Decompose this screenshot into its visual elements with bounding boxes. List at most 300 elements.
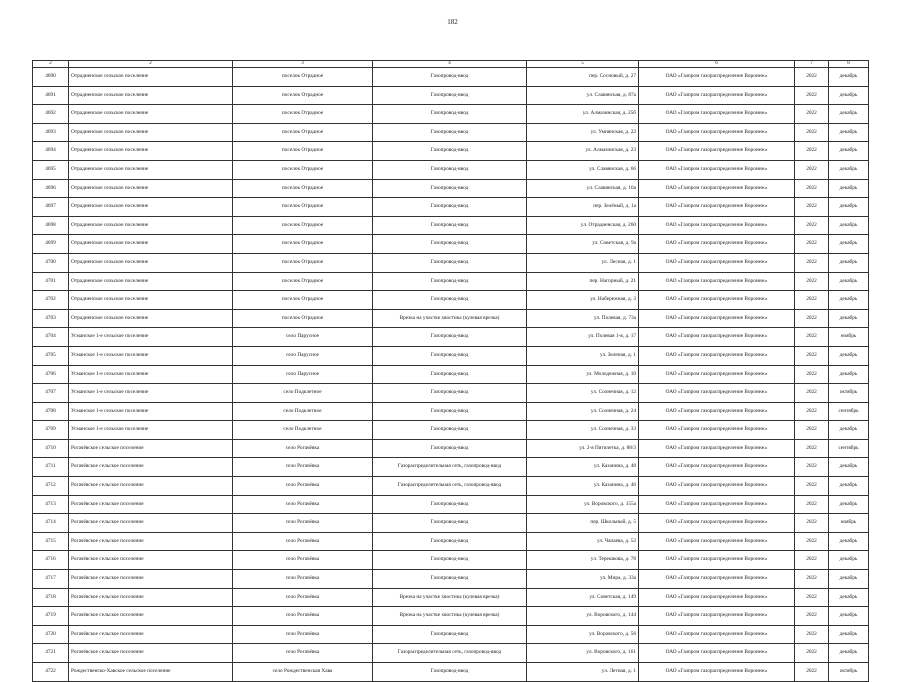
table-cell: ул. Терешкова, д. 78: [527, 551, 639, 570]
table-row: [33, 551, 869, 570]
table-cell: Газопровод-ввод: [373, 663, 527, 682]
table-cell: ОАО «Газпром газораспределение Воронеж»: [639, 123, 795, 142]
table-cell: 4711: [33, 458, 69, 477]
table-cell: ноябрь: [829, 328, 869, 347]
table-cell: Отрадненское сельское поселение: [69, 142, 233, 161]
table-cell: 4717: [33, 570, 69, 589]
table-cell: 4698: [33, 216, 69, 235]
table-cell: Газопровод-ввод: [373, 514, 527, 533]
table-cell: 4691: [33, 86, 69, 105]
table-cell: 2022: [795, 570, 829, 589]
table-cell: 2022: [795, 346, 829, 365]
table-cell: ОАО «Газпром газораспределение Воронеж»: [639, 384, 795, 403]
table-cell: ул. Воровского, д. 161: [527, 644, 639, 663]
table-cell: 2022: [795, 216, 829, 235]
table-cell: 2022: [795, 477, 829, 496]
table-cell: ОАО «Газпром газораспределение Воронеж»: [639, 477, 795, 496]
table-cell: ОАО «Газпром газораспределение Воронеж»: [639, 365, 795, 384]
table-cell: село Рогачёвка: [233, 458, 373, 477]
table-cell: декабрь: [829, 421, 869, 440]
table-cell: Рогачёвское сельское поселение: [69, 551, 233, 570]
table-cell: декабрь: [829, 532, 869, 551]
table-cell: село Рогачёвка: [233, 532, 373, 551]
table-row: [33, 421, 869, 440]
table-cell: 4699: [33, 235, 69, 254]
table-cell: ул. Советская, д. 149: [527, 588, 639, 607]
table-row: [33, 477, 869, 496]
table-cell: ул. Летная, д. 1: [527, 663, 639, 682]
table-row: [33, 142, 869, 161]
table-cell: село Рогачёвка: [233, 551, 373, 570]
table-cell: 4705: [33, 346, 69, 365]
table-cell: ул. Алмазинская, д. 25б: [527, 105, 639, 124]
table-cell: ул. Умнянская, д. 22: [527, 123, 639, 142]
table-cell: пер. Зелёный, д. 1а: [527, 198, 639, 217]
table-cell: 4722: [33, 663, 69, 682]
table-cell: Рогачёвское сельское поселение: [69, 439, 233, 458]
table-row: [33, 495, 869, 514]
table-cell: 4718: [33, 588, 69, 607]
table-cell: Газопровод-ввод: [373, 421, 527, 440]
table-cell: Отрадненское сельское поселение: [69, 216, 233, 235]
table-cell: Газопровод-ввод: [373, 439, 527, 458]
table-cell: 4708: [33, 402, 69, 421]
table-cell: Газопровод-ввод: [373, 86, 527, 105]
table-cell: поселок Отрадное: [233, 142, 373, 161]
table-row: [33, 309, 869, 328]
table-cell: ОАО «Газпром газораспределение Воронеж»: [639, 458, 795, 477]
table-cell: ул. Воровского, д. 155а: [527, 495, 639, 514]
table-cell: 4692: [33, 105, 69, 124]
table-cell: 4700: [33, 253, 69, 272]
table-cell: ОАО «Газпром газораспределение Воронеж»: [639, 514, 795, 533]
table-cell: Рогачёвское сельское поселение: [69, 644, 233, 663]
table-cell: 2022: [795, 291, 829, 310]
table-cell: Отрадненское сельское поселение: [69, 235, 233, 254]
table-row: [33, 384, 869, 403]
table-cell: декабрь: [829, 68, 869, 87]
table-cell: Газопровод-ввод: [373, 272, 527, 291]
table-cell: поселок Отрадное: [233, 198, 373, 217]
table-cell: поселок Отрадное: [233, 123, 373, 142]
table-cell: Газопровод-ввод: [373, 198, 527, 217]
table-cell: Газопровод-ввод: [373, 105, 527, 124]
table-cell: 2022: [795, 86, 829, 105]
table-cell: ул. Воровского, д. 56: [527, 625, 639, 644]
table-cell: ул. Алмазинская, д. 23: [527, 142, 639, 161]
table-cell: ул. Чапаева, д. 52: [527, 532, 639, 551]
table-cell: сентябрь: [829, 402, 869, 421]
table-cell: Газопровод-ввод: [373, 291, 527, 310]
table-cell: ул. Славянская, д. 66: [527, 160, 639, 179]
table-cell: ОАО «Газпром газораспределение Воронеж»: [639, 160, 795, 179]
table-cell: 2022: [795, 458, 829, 477]
table-cell: Врезка на участке хвостика (кулевая врезка): [373, 607, 527, 626]
table-row: [33, 644, 869, 663]
table-cell: ОАО «Газпром газораспределение Воронеж»: [639, 570, 795, 589]
table-cell: 4709: [33, 421, 69, 440]
table-cell: ул. Славянская, д. 10а: [527, 179, 639, 198]
table-cell: 4707: [33, 384, 69, 403]
table-cell: Отрадненское сельское поселение: [69, 198, 233, 217]
table-cell: Рождественско-Хавское сельское поселение: [69, 663, 233, 682]
table-cell: ул. Зеленая, д. 1: [527, 346, 639, 365]
table-cell: ОАО «Газпром газораспределение Воронеж»: [639, 198, 795, 217]
table-cell: ОАО «Газпром газораспределение Воронеж»: [639, 495, 795, 514]
table-cell: декабрь: [829, 365, 869, 384]
table-cell: поселок Отрадное: [233, 86, 373, 105]
table-cell: ОАО «Газпром газораспределение Воронеж»: [639, 105, 795, 124]
table-cell: декабрь: [829, 551, 869, 570]
table-cell: ОАО «Газпром газораспределение Воронеж»: [639, 235, 795, 254]
table-cell: 4701: [33, 272, 69, 291]
table-cell: декабрь: [829, 216, 869, 235]
table-cell: Отрадненское сельское поселение: [69, 179, 233, 198]
table-cell: 2022: [795, 179, 829, 198]
table-cell: 2022: [795, 514, 829, 533]
table-cell: декабрь: [829, 644, 869, 663]
column-header: 2: [33, 61, 69, 68]
table-cell: Газопровод-ввод: [373, 328, 527, 347]
table-cell: 2022: [795, 421, 829, 440]
table-cell: Газопровод-ввод: [373, 402, 527, 421]
table-cell: Усманское 1-е сельское поселение: [69, 421, 233, 440]
table-cell: 2022: [795, 663, 829, 682]
table-cell: декабрь: [829, 495, 869, 514]
table-cell: село Рогачёвка: [233, 477, 373, 496]
table-cell: Усманское 1-е сельское поселение: [69, 346, 233, 365]
table-header: [33, 61, 869, 68]
table-cell: 2022: [795, 160, 829, 179]
table-cell: 2022: [795, 532, 829, 551]
table-cell: 2022: [795, 253, 829, 272]
table-cell: ОАО «Газпром газораспределение Воронеж»: [639, 68, 795, 87]
document-table: [32, 60, 869, 682]
table-cell: Газопровод-ввод: [373, 235, 527, 254]
table-cell: Отрадненское сельское поселение: [69, 291, 233, 310]
table-cell: 2022: [795, 123, 829, 142]
table-cell: октябрь: [829, 663, 869, 682]
table-row: [33, 123, 869, 142]
table-cell: 2022: [795, 625, 829, 644]
table-cell: Газопровод-ввод: [373, 625, 527, 644]
table-cell: 2022: [795, 588, 829, 607]
table-cell: сентябрь: [829, 439, 869, 458]
table-row: [33, 235, 869, 254]
table-cell: ОАО «Газпром газораспределение Воронеж»: [639, 179, 795, 198]
column-header: 7: [795, 61, 829, 68]
column-header: 2: [69, 61, 233, 68]
table-cell: Усманское 1-е сельское поселение: [69, 365, 233, 384]
table-cell: поселок Отрадное: [233, 309, 373, 328]
table-cell: Рогачёвское сельское поселение: [69, 495, 233, 514]
table-cell: ОАО «Газпром газораспределение Воронеж»: [639, 402, 795, 421]
table-row: [33, 253, 869, 272]
table-cell: 4710: [33, 439, 69, 458]
table-cell: 2022: [795, 365, 829, 384]
table-cell: 4715: [33, 532, 69, 551]
table-row: [33, 179, 869, 198]
table-cell: декабрь: [829, 123, 869, 142]
table-cell: Отрадненское сельское поселение: [69, 123, 233, 142]
table-cell: 2022: [795, 495, 829, 514]
table-cell: ОАО «Газпром газораспределение Воронеж»: [639, 421, 795, 440]
table-cell: 4690: [33, 68, 69, 87]
table-cell: Газопровод-ввод: [373, 570, 527, 589]
table-cell: Газораспределительная сеть, газопровод-ввод: [373, 477, 527, 496]
table-cell: село Парусное: [233, 346, 373, 365]
table-cell: ОАО «Газпром газораспределение Воронеж»: [639, 644, 795, 663]
table-row: [33, 68, 869, 87]
table-cell: Отрадненское сельское поселение: [69, 160, 233, 179]
table-cell: декабрь: [829, 253, 869, 272]
table-cell: пер. Школьный, д. 5: [527, 514, 639, 533]
table-cell: декабрь: [829, 198, 869, 217]
table-cell: ул. Солнечная, д. 33: [527, 421, 639, 440]
table-cell: Отрадненское сельское поселение: [69, 272, 233, 291]
table-cell: село Рогачёвка: [233, 625, 373, 644]
table-cell: декабрь: [829, 142, 869, 161]
table-row: [33, 514, 869, 533]
table-cell: ОАО «Газпром газораспределение Воронеж»: [639, 346, 795, 365]
table-cell: поселок Отрадное: [233, 235, 373, 254]
table-cell: 2022: [795, 328, 829, 347]
table-cell: ОАО «Газпром газораспределение Воронеж»: [639, 588, 795, 607]
table-cell: 2022: [795, 235, 829, 254]
table-cell: ОАО «Газпром газораспределение Воронеж»: [639, 607, 795, 626]
table-cell: ул. Советская, д. 9а: [527, 235, 639, 254]
table-cell: село Рогачёвка: [233, 570, 373, 589]
table-body: [33, 68, 869, 682]
table-row: [33, 365, 869, 384]
table-cell: поселок Отрадное: [233, 253, 373, 272]
table-cell: Рогачёвское сельское поселение: [69, 514, 233, 533]
table-row: [33, 588, 869, 607]
table-cell: 4706: [33, 365, 69, 384]
table-cell: ул. Славянская, д. 87а: [527, 86, 639, 105]
table-cell: Рогачёвское сельское поселение: [69, 477, 233, 496]
table-row: [33, 532, 869, 551]
table-cell: Газораспределительная сеть, газопровод-ввод: [373, 458, 527, 477]
table-row: [33, 439, 869, 458]
table-cell: 4720: [33, 625, 69, 644]
table-cell: декабрь: [829, 291, 869, 310]
table-row: [33, 105, 869, 124]
table-cell: декабрь: [829, 625, 869, 644]
table-cell: 2022: [795, 272, 829, 291]
table-cell: Газопровод-ввод: [373, 123, 527, 142]
table-cell: ОАО «Газпром газораспределение Воронеж»: [639, 551, 795, 570]
table-cell: ОАО «Газпром газораспределение Воронеж»: [639, 625, 795, 644]
column-header: 3: [233, 61, 373, 68]
table-cell: ул. 2-я Пятилетка, д. 88/3: [527, 439, 639, 458]
table-cell: ул. Молодежная, д. 10: [527, 365, 639, 384]
table-cell: 4694: [33, 142, 69, 161]
table-cell: Рогачёвское сельское поселение: [69, 588, 233, 607]
table-cell: ул. Воровского, д. 144: [527, 607, 639, 626]
table-cell: ул. Солнечная, д. 24: [527, 402, 639, 421]
table-row: [33, 570, 869, 589]
table-cell: село Рогачёвка: [233, 644, 373, 663]
table-cell: Отрадненское сельское поселение: [69, 86, 233, 105]
table-cell: ОАО «Газпром газораспределение Воронеж»: [639, 328, 795, 347]
table-row: [33, 160, 869, 179]
table-cell: декабрь: [829, 160, 869, 179]
table-cell: поселок Отрадное: [233, 179, 373, 198]
table-cell: 4696: [33, 179, 69, 198]
table-cell: Газопровод-ввод: [373, 216, 527, 235]
table-cell: Рогачёвское сельское поселение: [69, 570, 233, 589]
table-row: [33, 607, 869, 626]
table-cell: Отрадненское сельское поселение: [69, 105, 233, 124]
table-cell: 4693: [33, 123, 69, 142]
table-cell: поселок Отрадное: [233, 105, 373, 124]
table-cell: Газопровод-ввод: [373, 365, 527, 384]
table-cell: 4719: [33, 607, 69, 626]
table-row: [33, 458, 869, 477]
table-cell: Отрадненское сельское поселение: [69, 253, 233, 272]
table-cell: декабрь: [829, 105, 869, 124]
table-cell: Газопровод-ввод: [373, 551, 527, 570]
table-cell: ОАО «Газпром газораспределение Воронеж»: [639, 253, 795, 272]
table-cell: Усманское 1-е сельское поселение: [69, 384, 233, 403]
table-row: [33, 291, 869, 310]
table-row: [33, 328, 869, 347]
table-cell: Врезка на участке хвостика (кулевая врезка): [373, 309, 527, 328]
table-cell: ул. Солнечная, д. 12: [527, 384, 639, 403]
document-table-wrapper: [32, 60, 868, 682]
table-cell: Газопровод-ввод: [373, 68, 527, 87]
table-cell: декабрь: [829, 477, 869, 496]
table-cell: 2022: [795, 142, 829, 161]
table-cell: Усманское 1-е сельское поселение: [69, 402, 233, 421]
table-cell: декабрь: [829, 309, 869, 328]
table-cell: село Подклетное: [233, 421, 373, 440]
table-row: [33, 198, 869, 217]
column-header: 4: [373, 61, 527, 68]
table-cell: 2022: [795, 439, 829, 458]
table-cell: село Парусное: [233, 365, 373, 384]
table-cell: ул. Полевая 1-я, д. 17: [527, 328, 639, 347]
table-cell: пер. Сосновый, д. 27: [527, 68, 639, 87]
table-cell: 2022: [795, 384, 829, 403]
table-cell: декабрь: [829, 570, 869, 589]
table-cell: 4695: [33, 160, 69, 179]
table-cell: Газопровод-ввод: [373, 160, 527, 179]
table-cell: ноябрь: [829, 514, 869, 533]
table-cell: ОАО «Газпром газораспределение Воронеж»: [639, 439, 795, 458]
table-cell: 4697: [33, 198, 69, 217]
table-cell: Усманское 1-е сельское поселение: [69, 328, 233, 347]
table-row: [33, 216, 869, 235]
table-cell: пер. Нагорный, д. 21: [527, 272, 639, 291]
table-cell: Рогачёвское сельское поселение: [69, 458, 233, 477]
table-cell: 2022: [795, 551, 829, 570]
table-row: [33, 346, 869, 365]
table-cell: поселок Отрадное: [233, 68, 373, 87]
table-cell: село Рождественская Хава: [233, 663, 373, 682]
table-cell: Газопровод-ввод: [373, 142, 527, 161]
table-cell: 2022: [795, 198, 829, 217]
table-cell: 4702: [33, 291, 69, 310]
table-cell: село Рогачёвка: [233, 514, 373, 533]
table-cell: ул. Лесная, д. 1: [527, 253, 639, 272]
table-cell: поселок Отрадное: [233, 160, 373, 179]
table-cell: ОАО «Газпром газораспределение Воронеж»: [639, 216, 795, 235]
table-cell: село Парусное: [233, 328, 373, 347]
table-cell: Газопровод-ввод: [373, 346, 527, 365]
page-number: 182: [447, 18, 458, 26]
table-cell: село Рогачёвка: [233, 495, 373, 514]
table-cell: Врезка на участке хвостика (кулевая врезка): [373, 588, 527, 607]
table-cell: декабрь: [829, 272, 869, 291]
table-cell: 2022: [795, 68, 829, 87]
table-cell: декабрь: [829, 588, 869, 607]
table-cell: поселок Отрадное: [233, 216, 373, 235]
table-cell: Газопровод-ввод: [373, 384, 527, 403]
table-cell: Рогачёвское сельское поселение: [69, 625, 233, 644]
table-row: [33, 663, 869, 682]
table-cell: ул. Полевая, д. 73а: [527, 309, 639, 328]
table-cell: Отрадненское сельское поселение: [69, 309, 233, 328]
table-cell: ул. Отрадненская, д. 260: [527, 216, 639, 235]
table-cell: декабрь: [829, 346, 869, 365]
table-cell: декабрь: [829, 607, 869, 626]
table-cell: 4703: [33, 309, 69, 328]
table-cell: Газопровод-ввод: [373, 532, 527, 551]
table-cell: 2022: [795, 309, 829, 328]
table-cell: ул. Набережная, д. 3: [527, 291, 639, 310]
table-row: [33, 272, 869, 291]
table-cell: поселок Отрадное: [233, 291, 373, 310]
table-cell: Рогачёвское сельское поселение: [69, 532, 233, 551]
table-cell: 4712: [33, 477, 69, 496]
column-header: 8: [829, 61, 869, 68]
table-cell: ул. Казанина, д. 48: [527, 458, 639, 477]
table-cell: село Рогачёвка: [233, 588, 373, 607]
table-cell: Рогачёвское сельское поселение: [69, 607, 233, 626]
table-cell: ул. Казанина, д. 46: [527, 477, 639, 496]
table-cell: ОАО «Газпром газораспределение Воронеж»: [639, 272, 795, 291]
table-cell: Газопровод-ввод: [373, 179, 527, 198]
column-header: 6: [639, 61, 795, 68]
table-cell: ОАО «Газпром газораспределение Воронеж»: [639, 142, 795, 161]
table-cell: октябрь: [829, 384, 869, 403]
table-cell: декабрь: [829, 86, 869, 105]
table-row: [33, 402, 869, 421]
table-cell: ОАО «Газпром газораспределение Воронеж»: [639, 309, 795, 328]
table-cell: ул. Мира, д. 33а: [527, 570, 639, 589]
column-header: 5: [527, 61, 639, 68]
table-cell: 4716: [33, 551, 69, 570]
table-cell: декабрь: [829, 179, 869, 198]
table-cell: 4721: [33, 644, 69, 663]
table-header-row: [33, 61, 869, 68]
table-cell: 2022: [795, 402, 829, 421]
table-row: [33, 86, 869, 105]
table-cell: Газопровод-ввод: [373, 253, 527, 272]
table-cell: ОАО «Газпром газораспределение Воронеж»: [639, 663, 795, 682]
table-cell: ОАО «Газпром газораспределение Воронеж»: [639, 532, 795, 551]
table-cell: село Подклетное: [233, 402, 373, 421]
table-cell: село Рогачёвка: [233, 607, 373, 626]
table-cell: Газораспределительная сеть, газопровод-ввод: [373, 644, 527, 663]
table-cell: декабрь: [829, 458, 869, 477]
table-cell: 2022: [795, 105, 829, 124]
table-cell: село Подклетное: [233, 384, 373, 403]
table-cell: поселок Отрадное: [233, 272, 373, 291]
table-cell: ОАО «Газпром газораспределение Воронеж»: [639, 86, 795, 105]
